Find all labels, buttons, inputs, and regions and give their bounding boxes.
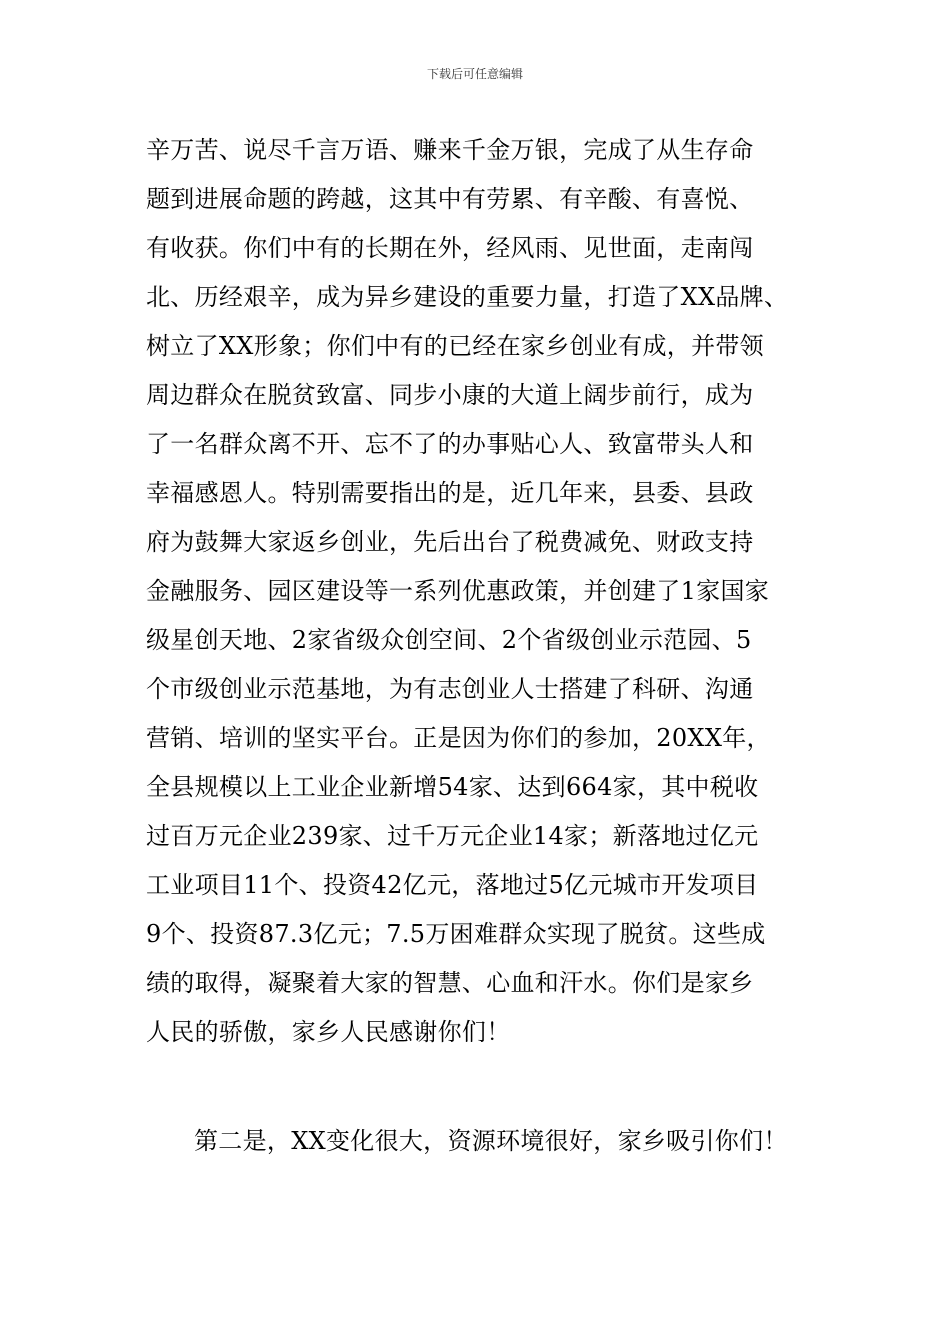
text-line: 幸福感恩人。特别需要指出的是，近几年来，县委、县政 [146, 479, 754, 507]
paragraph-2: 第二是，XX变化很大，资源环境很好，家乡吸引你们！ [194, 1127, 788, 1155]
text-line: 个市级创业示范基地，为有志创业人士搭建了科研、沟通 [146, 675, 754, 703]
text-line: 过百万元企业239家、过千万元企业14家；新落地过亿元 [146, 822, 759, 850]
text-line: 有收获。你们中有的长期在外，经风雨、见世面，走南闯 [146, 234, 754, 262]
paragraph-1 [146, 126, 846, 1057]
text-line: 了一名群众离不开、忘不了的办事贴心人、致富带头人和 [146, 430, 754, 458]
text-line: 辛万苦、说尽千言万语、赚来千金万银，完成了从生存命 [146, 136, 754, 164]
text-line: 府为鼓舞大家返乡创业，先后出台了税费减免、财政支持 [146, 528, 754, 556]
text-line: 营销、培训的坚实平台。正是因为你们的参加，20XX年， [146, 724, 771, 752]
page-header: 下载后可任意编辑 [426, 67, 523, 81]
text-line: 树立了XX形象；你们中有的已经在家乡创业有成，并带领 [146, 332, 764, 360]
text-line: 金融服务、园区建设等一系列优惠政策，并创建了1家国家 [146, 577, 770, 605]
text-line: 级星创天地、2家省级众创空间、2个省级创业示范园、5 [146, 626, 752, 654]
text-line: 绩的取得，凝聚着大家的智慧、心血和汗水。你们是家乡 [146, 969, 754, 997]
text-line: 9个、投资87.3亿元；7.5万困难群众实现了脱贫。这些成 [146, 920, 766, 948]
text-line: 题到进展命题的跨越，这其中有劳累、有辛酸、有喜悦、 [146, 185, 754, 213]
text-line: 周边群众在脱贫致富、同步小康的大道上阔步前行，成为 [146, 381, 754, 409]
text-line: 全县规模以上工业企业新增54家、达到664家，其中税收 [146, 773, 759, 801]
text-line: 工业项目11个、投资42亿元，落地过5亿元城市开发项目 [146, 871, 759, 899]
text-line: 人民的骄傲，家乡人民感谢你们！ [146, 1018, 511, 1046]
text-line: 北、历经艰辛，成为异乡建设的重要力量，打造了XX品牌、 [146, 283, 789, 311]
